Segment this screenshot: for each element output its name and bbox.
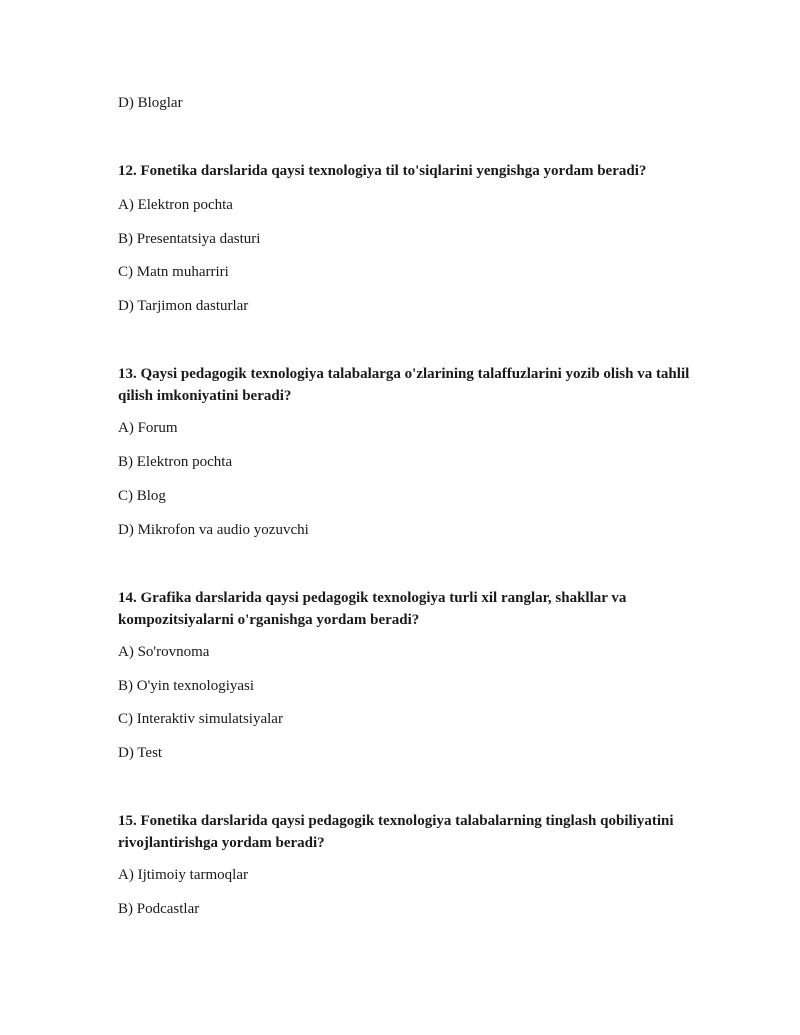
answer-option: A) Forum: [118, 420, 178, 436]
answer-option: D) Test: [118, 745, 163, 761]
answer-option: B) O'yin texnologiyasi: [118, 678, 255, 694]
answer-option: B) Podcastlar: [118, 901, 200, 917]
answer-option: A) Elektron pochta: [118, 197, 233, 213]
question-15: 15. Fonetika darslarida qaysi pedagogik texnologiya talabalarning tinglash qobiliyatini rivojlantirishga yordam beradi?: [118, 813, 674, 851]
answer-option: A) Ijtimoiy tarmoqlar: [118, 867, 248, 883]
answer-option: A) So'rovnoma: [118, 644, 210, 660]
answer-option: C) Interaktiv simulatsiyalar: [118, 711, 283, 727]
answer-option: B) Presentatsiya dasturi: [118, 231, 261, 247]
answer-option: C) Matn muharriri: [118, 264, 229, 280]
answer-option: D) Tarjimon dasturlar: [118, 298, 249, 314]
answer-option: C) Blog: [118, 488, 166, 504]
question-12: 12. Fonetika darslarida qaysi texnologiya til to'siqlarini yengishga yordam beradi?: [118, 163, 647, 179]
answer-option: D) Bloglar: [118, 95, 183, 111]
question-13: 13. Qaysi pedagogik texnologiya talabalarga o'zlarining talaffuzlarini yozib olish va tahlil qilish imkoniyatini beradi?: [118, 366, 690, 404]
answer-option: D) Mikrofon va audio yozuvchi: [118, 522, 309, 538]
answer-option: B) Elektron pochta: [118, 454, 233, 470]
question-14: 14. Grafika darslarida qaysi pedagogik texnologiya turli xil ranglar, shakllar va kompozitsiyalarni o'rganishga yordam beradi?: [118, 590, 627, 628]
